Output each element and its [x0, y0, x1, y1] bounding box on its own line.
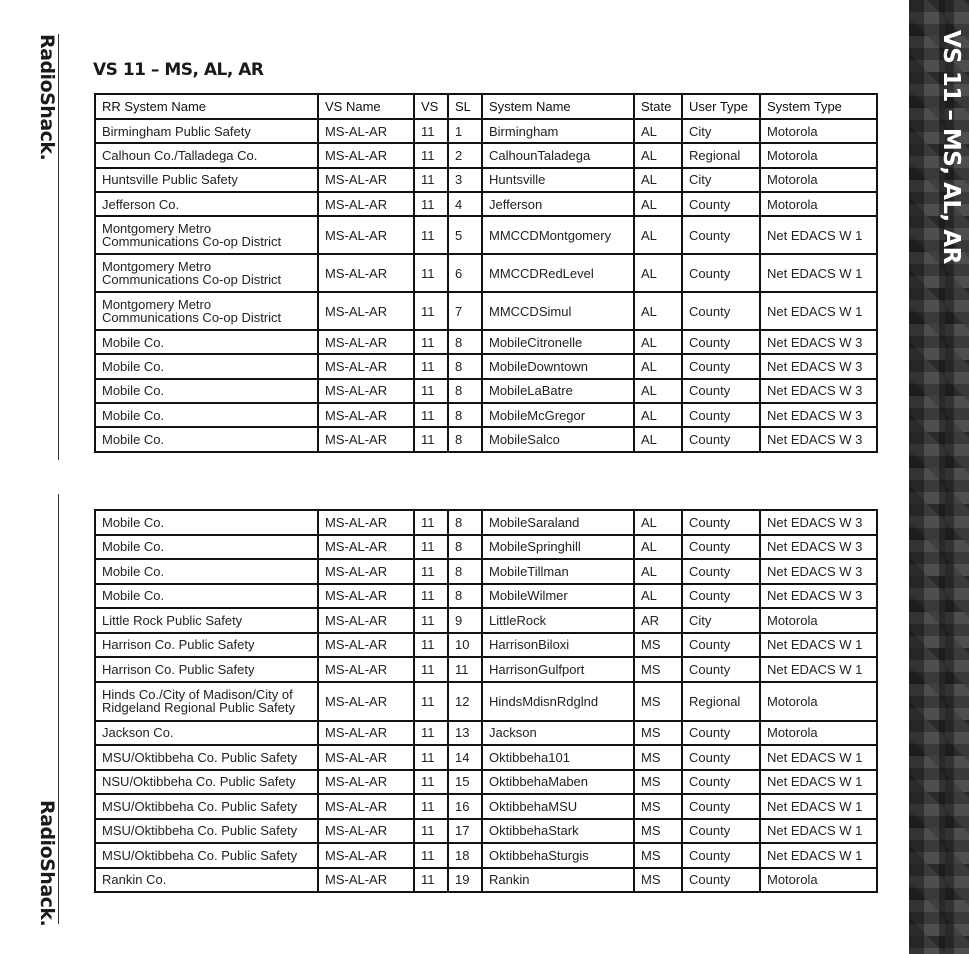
- cell-sl: 5: [448, 216, 482, 254]
- cell-state: MS: [634, 868, 682, 893]
- cell-vs: 11: [414, 657, 448, 682]
- cell-sl: 18: [448, 843, 482, 868]
- cell-sl: 8: [448, 330, 482, 354]
- cell-user-type: County: [682, 819, 760, 844]
- cell-user-type: City: [682, 168, 760, 192]
- systems-table-part1: [94, 93, 878, 453]
- divider-line-bottom: [58, 494, 59, 924]
- table-row: [95, 794, 877, 819]
- cell-vs-name: MS-AL-AR: [318, 657, 414, 682]
- cell-user-type: County: [682, 292, 760, 330]
- cell-vs: 11: [414, 559, 448, 584]
- table-row: [95, 510, 877, 535]
- cell-vs: 11: [414, 143, 448, 167]
- cell-system-name: MMCCDRedLevel: [482, 254, 634, 292]
- cell-rr-system-name: Jefferson Co.: [95, 192, 318, 216]
- cell-vs-name: MS-AL-AR: [318, 292, 414, 330]
- cell-system-type: Net EDACS W 1: [760, 770, 877, 795]
- header-system-type: System Type: [760, 94, 877, 119]
- cell-vs: 11: [414, 254, 448, 292]
- cell-user-type: County: [682, 633, 760, 658]
- cell-system-type: Net EDACS W 3: [760, 379, 877, 403]
- table-header-row: [95, 94, 877, 119]
- cell-system-type: Net EDACS W 3: [760, 354, 877, 378]
- cell-sl: 10: [448, 633, 482, 658]
- cell-vs: 11: [414, 608, 448, 633]
- cell-rr-system-name: MSU/Oktibbeha Co. Public Safety: [95, 843, 318, 868]
- cell-system-type: Motorola: [760, 721, 877, 746]
- cell-system-type: Motorola: [760, 168, 877, 192]
- cell-system-name: Birmingham: [482, 119, 634, 143]
- cell-vs-name: MS-AL-AR: [318, 868, 414, 893]
- cell-sl: 15: [448, 770, 482, 795]
- cell-rr-system-name: Montgomery Metro Communications Co-op District: [95, 292, 318, 330]
- cell-system-name: MobileMcGregor: [482, 403, 634, 427]
- cell-state: AL: [634, 216, 682, 254]
- cell-vs-name: MS-AL-AR: [318, 192, 414, 216]
- table-row: [95, 254, 877, 292]
- cell-rr-system-name: Birmingham Public Safety: [95, 119, 318, 143]
- cell-vs-name: MS-AL-AR: [318, 216, 414, 254]
- table-row: [95, 608, 877, 633]
- cell-vs: 11: [414, 192, 448, 216]
- cell-system-type: Net EDACS W 3: [760, 535, 877, 560]
- cell-system-type: Net EDACS W 1: [760, 292, 877, 330]
- cell-user-type: County: [682, 559, 760, 584]
- cell-user-type: County: [682, 657, 760, 682]
- cell-user-type: Regional: [682, 682, 760, 721]
- cell-rr-system-name: Harrison Co. Public Safety: [95, 633, 318, 658]
- cell-state: AL: [634, 168, 682, 192]
- cell-user-type: County: [682, 868, 760, 893]
- header-sl: SL: [448, 94, 482, 119]
- cell-sl: 19: [448, 868, 482, 893]
- cell-state: AL: [634, 254, 682, 292]
- cell-vs: 11: [414, 584, 448, 609]
- table-row: [95, 584, 877, 609]
- cell-system-name: HindsMdisnRdglnd: [482, 682, 634, 721]
- cell-system-name: MobileSalco: [482, 427, 634, 451]
- cell-state: AL: [634, 143, 682, 167]
- cell-state: MS: [634, 721, 682, 746]
- cell-system-name: Jackson: [482, 721, 634, 746]
- cell-user-type: County: [682, 721, 760, 746]
- cell-sl: 14: [448, 745, 482, 770]
- cell-user-type: County: [682, 510, 760, 535]
- table-row: [95, 427, 877, 451]
- cell-user-type: County: [682, 584, 760, 609]
- table-row: [95, 354, 877, 378]
- cell-sl: 9: [448, 608, 482, 633]
- cell-state: AL: [634, 535, 682, 560]
- cell-system-type: Net EDACS W 3: [760, 584, 877, 609]
- cell-system-name: MobileWilmer: [482, 584, 634, 609]
- cell-sl: 8: [448, 510, 482, 535]
- cell-sl: 7: [448, 292, 482, 330]
- table-row: [95, 770, 877, 795]
- cell-system-name: MobileTillman: [482, 559, 634, 584]
- cell-vs: 11: [414, 510, 448, 535]
- divider-line-top: [58, 34, 59, 460]
- cell-vs-name: MS-AL-AR: [318, 143, 414, 167]
- cell-user-type: City: [682, 119, 760, 143]
- cell-system-type: Net EDACS W 1: [760, 843, 877, 868]
- cell-user-type: County: [682, 216, 760, 254]
- cell-rr-system-name: Mobile Co.: [95, 559, 318, 584]
- cell-state: MS: [634, 633, 682, 658]
- cell-vs-name: MS-AL-AR: [318, 794, 414, 819]
- cell-sl: 13: [448, 721, 482, 746]
- cell-system-type: Motorola: [760, 682, 877, 721]
- cell-state: AL: [634, 192, 682, 216]
- table-row: [95, 216, 877, 254]
- cell-system-name: MMCCDMontgomery: [482, 216, 634, 254]
- cell-user-type: City: [682, 608, 760, 633]
- cell-vs-name: MS-AL-AR: [318, 584, 414, 609]
- cell-system-type: Net EDACS W 1: [760, 794, 877, 819]
- cell-system-type: Net EDACS W 1: [760, 216, 877, 254]
- cell-state: MS: [634, 819, 682, 844]
- cell-rr-system-name: Montgomery Metro Communications Co-op District: [95, 254, 318, 292]
- cell-rr-system-name: MSU/Oktibbeha Co. Public Safety: [95, 819, 318, 844]
- table-row: [95, 192, 877, 216]
- cell-rr-system-name: Mobile Co.: [95, 584, 318, 609]
- cell-system-name: OktibbehaSturgis: [482, 843, 634, 868]
- table-row: [95, 721, 877, 746]
- cell-rr-system-name: Huntsville Public Safety: [95, 168, 318, 192]
- cell-system-name: MobileDowntown: [482, 354, 634, 378]
- cell-system-type: Net EDACS W 3: [760, 330, 877, 354]
- cell-system-name: MobileLaBatre: [482, 379, 634, 403]
- cell-user-type: County: [682, 192, 760, 216]
- cell-rr-system-name: Mobile Co.: [95, 354, 318, 378]
- table-row: [95, 559, 877, 584]
- cell-system-name: OktibbehaStark: [482, 819, 634, 844]
- cell-rr-system-name: Mobile Co.: [95, 535, 318, 560]
- cell-state: MS: [634, 794, 682, 819]
- table-body-part1: [95, 119, 877, 452]
- cell-vs-name: MS-AL-AR: [318, 535, 414, 560]
- cell-rr-system-name: Montgomery Metro Communications Co-op District: [95, 216, 318, 254]
- cell-state: AL: [634, 330, 682, 354]
- table-row: [95, 535, 877, 560]
- cell-vs: 11: [414, 354, 448, 378]
- cell-system-name: OktibbehaMaben: [482, 770, 634, 795]
- cell-system-name: MobileSpringhill: [482, 535, 634, 560]
- cell-system-type: Net EDACS W 1: [760, 633, 877, 658]
- cell-rr-system-name: Little Rock Public Safety: [95, 608, 318, 633]
- cell-state: AL: [634, 427, 682, 451]
- table-row: [95, 682, 877, 721]
- cell-sl: 8: [448, 379, 482, 403]
- cell-vs-name: MS-AL-AR: [318, 119, 414, 143]
- cell-state: AR: [634, 608, 682, 633]
- table-row: [95, 843, 877, 868]
- cell-user-type: County: [682, 745, 760, 770]
- cell-vs: 11: [414, 721, 448, 746]
- cell-state: AL: [634, 292, 682, 330]
- table-row: [95, 633, 877, 658]
- cell-vs-name: MS-AL-AR: [318, 559, 414, 584]
- table-row: [95, 379, 877, 403]
- cell-state: MS: [634, 843, 682, 868]
- cell-vs-name: MS-AL-AR: [318, 427, 414, 451]
- cell-system-name: HarrisonGulfport: [482, 657, 634, 682]
- cell-vs: 11: [414, 633, 448, 658]
- cell-rr-system-name: Hinds Co./City of Madison/City of Ridgeland Regional Public Safety: [95, 682, 318, 721]
- cell-rr-system-name: Calhoun Co./Talladega Co.: [95, 143, 318, 167]
- cell-system-name: LittleRock: [482, 608, 634, 633]
- cell-system-type: Net EDACS W 3: [760, 403, 877, 427]
- cell-vs: 11: [414, 216, 448, 254]
- cell-vs-name: MS-AL-AR: [318, 745, 414, 770]
- header-vs-name: VS Name: [318, 94, 414, 119]
- cell-system-type: Net EDACS W 3: [760, 510, 877, 535]
- cell-rr-system-name: Mobile Co.: [95, 330, 318, 354]
- cell-state: MS: [634, 682, 682, 721]
- cell-vs: 11: [414, 682, 448, 721]
- cell-system-type: Net EDACS W 1: [760, 254, 877, 292]
- cell-sl: 1: [448, 119, 482, 143]
- cell-system-name: Oktibbeha101: [482, 745, 634, 770]
- cell-system-type: Motorola: [760, 192, 877, 216]
- cell-vs-name: MS-AL-AR: [318, 510, 414, 535]
- cell-sl: 4: [448, 192, 482, 216]
- cell-vs: 11: [414, 330, 448, 354]
- cell-system-type: Motorola: [760, 868, 877, 893]
- cell-vs-name: MS-AL-AR: [318, 254, 414, 292]
- cell-vs: 11: [414, 535, 448, 560]
- cell-vs-name: MS-AL-AR: [318, 379, 414, 403]
- cell-vs: 11: [414, 794, 448, 819]
- cell-system-type: Net EDACS W 3: [760, 427, 877, 451]
- cell-vs-name: MS-AL-AR: [318, 633, 414, 658]
- cell-user-type: County: [682, 843, 760, 868]
- cell-vs: 11: [414, 379, 448, 403]
- header-rr-system-name: RR System Name: [95, 94, 318, 119]
- cell-user-type: County: [682, 354, 760, 378]
- radioshack-logo-bottom: RadioShack.: [36, 800, 58, 927]
- table-row: [95, 657, 877, 682]
- cell-vs: 11: [414, 427, 448, 451]
- cell-vs: 11: [414, 403, 448, 427]
- cell-system-name: MobileCitronelle: [482, 330, 634, 354]
- cell-sl: 8: [448, 584, 482, 609]
- cell-vs: 11: [414, 119, 448, 143]
- cell-sl: 16: [448, 794, 482, 819]
- section-title: VS 11 – MS, AL, AR: [93, 60, 264, 80]
- cell-sl: 6: [448, 254, 482, 292]
- cell-rr-system-name: Harrison Co. Public Safety: [95, 657, 318, 682]
- cell-rr-system-name: NSU/Oktibbeha Co. Public Safety: [95, 770, 318, 795]
- cell-state: MS: [634, 745, 682, 770]
- cell-system-name: OktibbehaMSU: [482, 794, 634, 819]
- cell-sl: 3: [448, 168, 482, 192]
- cell-sl: 2: [448, 143, 482, 167]
- cell-rr-system-name: MSU/Oktibbeha Co. Public Safety: [95, 794, 318, 819]
- cell-vs-name: MS-AL-AR: [318, 770, 414, 795]
- table-row: [95, 143, 877, 167]
- table-body-part2: [95, 510, 877, 892]
- cell-user-type: County: [682, 254, 760, 292]
- cell-user-type: County: [682, 330, 760, 354]
- side-tab-title: VS 11 – MS, AL, AR: [938, 30, 964, 264]
- cell-sl: 8: [448, 354, 482, 378]
- cell-state: AL: [634, 510, 682, 535]
- systems-table-part2: [94, 509, 878, 893]
- cell-system-name: HarrisonBiloxi: [482, 633, 634, 658]
- cell-rr-system-name: Mobile Co.: [95, 427, 318, 451]
- cell-rr-system-name: Mobile Co.: [95, 510, 318, 535]
- cell-user-type: County: [682, 427, 760, 451]
- cell-vs-name: MS-AL-AR: [318, 608, 414, 633]
- cell-state: AL: [634, 584, 682, 609]
- cell-sl: 8: [448, 427, 482, 451]
- cell-rr-system-name: Mobile Co.: [95, 379, 318, 403]
- cell-sl: 8: [448, 559, 482, 584]
- cell-state: MS: [634, 657, 682, 682]
- cell-vs-name: MS-AL-AR: [318, 819, 414, 844]
- table-row: [95, 868, 877, 893]
- cell-vs-name: MS-AL-AR: [318, 721, 414, 746]
- cell-system-type: Motorola: [760, 119, 877, 143]
- cell-state: AL: [634, 119, 682, 143]
- cell-sl: 8: [448, 403, 482, 427]
- cell-vs: 11: [414, 868, 448, 893]
- cell-state: MS: [634, 770, 682, 795]
- cell-user-type: County: [682, 403, 760, 427]
- cell-sl: 11: [448, 657, 482, 682]
- cell-state: AL: [634, 403, 682, 427]
- cell-system-type: Motorola: [760, 143, 877, 167]
- table-row: [95, 292, 877, 330]
- cell-system-name: Rankin: [482, 868, 634, 893]
- cell-state: AL: [634, 559, 682, 584]
- cell-vs: 11: [414, 819, 448, 844]
- cell-vs-name: MS-AL-AR: [318, 354, 414, 378]
- cell-user-type: County: [682, 794, 760, 819]
- cell-rr-system-name: MSU/Oktibbeha Co. Public Safety: [95, 745, 318, 770]
- cell-state: AL: [634, 379, 682, 403]
- cell-state: AL: [634, 354, 682, 378]
- cell-system-name: MMCCDSimul: [482, 292, 634, 330]
- table-row: [95, 119, 877, 143]
- radioshack-logo-top: RadioShack.: [36, 34, 58, 161]
- header-vs: VS: [414, 94, 448, 119]
- cell-vs-name: MS-AL-AR: [318, 403, 414, 427]
- cell-vs: 11: [414, 292, 448, 330]
- cell-system-name: MobileSaraland: [482, 510, 634, 535]
- cell-sl: 12: [448, 682, 482, 721]
- cell-system-name: CalhounTaladega: [482, 143, 634, 167]
- cell-rr-system-name: Jackson Co.: [95, 721, 318, 746]
- cell-user-type: County: [682, 535, 760, 560]
- table-row: [95, 168, 877, 192]
- cell-system-name: Jefferson: [482, 192, 634, 216]
- cell-vs-name: MS-AL-AR: [318, 168, 414, 192]
- cell-user-type: Regional: [682, 143, 760, 167]
- cell-system-type: Net EDACS W 1: [760, 657, 877, 682]
- cell-rr-system-name: Mobile Co.: [95, 403, 318, 427]
- cell-vs: 11: [414, 770, 448, 795]
- cell-system-type: Net EDACS W 1: [760, 819, 877, 844]
- cell-system-type: Motorola: [760, 608, 877, 633]
- cell-vs-name: MS-AL-AR: [318, 682, 414, 721]
- cell-rr-system-name: Rankin Co.: [95, 868, 318, 893]
- cell-vs: 11: [414, 168, 448, 192]
- header-user-type: User Type: [682, 94, 760, 119]
- cell-sl: 8: [448, 535, 482, 560]
- cell-system-type: Net EDACS W 3: [760, 559, 877, 584]
- header-system-name: System Name: [482, 94, 634, 119]
- cell-system-type: Net EDACS W 1: [760, 745, 877, 770]
- cell-system-name: Huntsville: [482, 168, 634, 192]
- table-row: [95, 403, 877, 427]
- cell-user-type: County: [682, 379, 760, 403]
- cell-sl: 17: [448, 819, 482, 844]
- table-row: [95, 819, 877, 844]
- cell-vs-name: MS-AL-AR: [318, 330, 414, 354]
- cell-vs-name: MS-AL-AR: [318, 843, 414, 868]
- cell-vs: 11: [414, 843, 448, 868]
- cell-vs: 11: [414, 745, 448, 770]
- cell-user-type: County: [682, 770, 760, 795]
- table-row: [95, 745, 877, 770]
- table-row: [95, 330, 877, 354]
- header-state: State: [634, 94, 682, 119]
